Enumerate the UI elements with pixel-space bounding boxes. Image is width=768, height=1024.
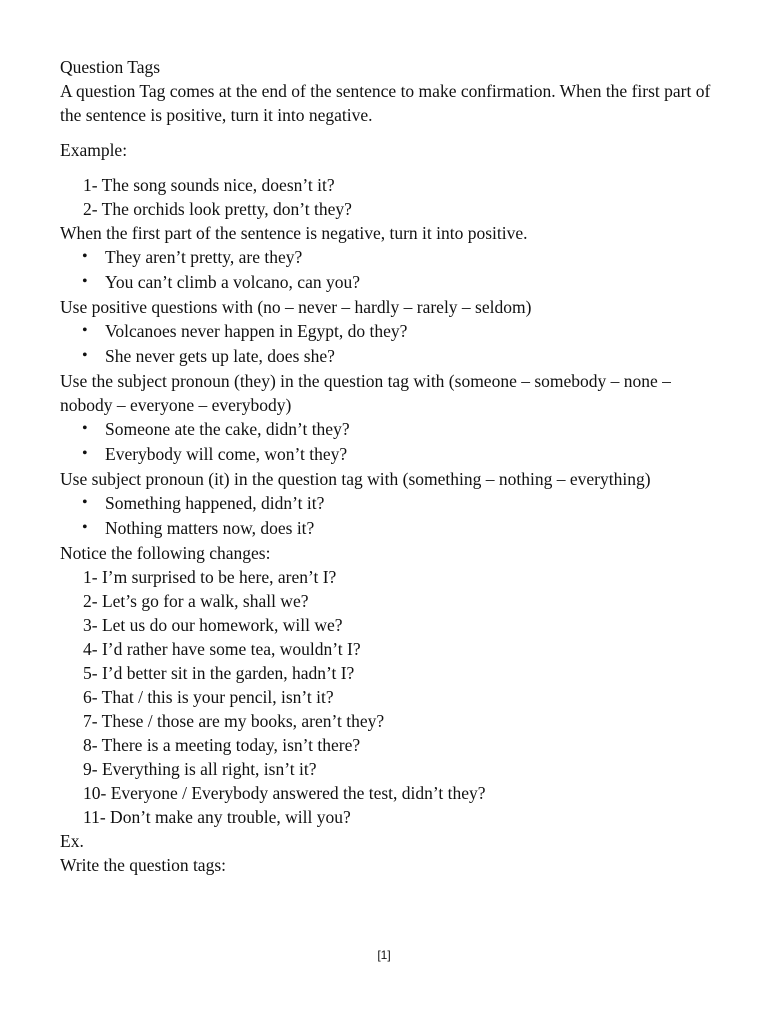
bullet-icon: •	[82, 494, 88, 511]
bullet-icon: •	[82, 445, 88, 462]
document-title: Question Tags	[60, 57, 161, 77]
bullet-icon: •	[82, 322, 88, 339]
change-item: 8- There is a meeting today, isn’t there?	[83, 735, 361, 755]
exercise-instruction: Write the question tags:	[60, 855, 226, 875]
it-examples-list	[60, 491, 720, 540]
example-item: 1- The song sounds nice, doesn’t it?	[83, 175, 335, 195]
list-item: • Something happened, didn’t it?	[82, 493, 325, 513]
bullet-icon: •	[82, 519, 88, 536]
bullet-icon: •	[82, 273, 88, 290]
change-item: 5- I’d better sit in the garden, hadn’t I?	[83, 663, 355, 683]
change-item: 6- That / this is your pencil, isn’t it?	[83, 687, 334, 707]
page-number: [1]	[377, 948, 391, 962]
positive-question-examples-list	[60, 319, 720, 368]
changes-label: Notice the following changes:	[60, 543, 271, 563]
change-item: 4- I’d rather have some tea, wouldn’t I?	[83, 639, 361, 659]
negative-examples-list	[60, 245, 720, 294]
exercise-label: Ex.	[60, 831, 84, 851]
example-item: 2- The orchids look pretty, don’t they?	[83, 199, 352, 219]
list-item: • Nothing matters now, does it?	[82, 518, 315, 538]
changes-list	[60, 565, 720, 829]
bullet-icon: •	[82, 420, 88, 437]
change-item: 3- Let us do our homework, will we?	[83, 615, 343, 635]
change-item: 9- Everything is all right, isn’t it?	[83, 759, 317, 779]
they-examples-list	[60, 417, 720, 466]
list-item: • Volcanoes never happen in Egypt, do they?	[82, 321, 408, 341]
list-item: • Someone ate the cake, didn’t they?	[82, 419, 350, 439]
list-item: • Everybody will come, won’t they?	[82, 444, 348, 464]
bullet-icon: •	[82, 347, 88, 364]
rule-it: Use subject pronoun (it) in the question tag with (something – nothing – everything)	[60, 469, 651, 489]
change-item: 2- Let’s go for a walk, shall we?	[83, 591, 309, 611]
example-list	[60, 173, 720, 221]
change-item: 1- I’m surprised to be here, aren’t I?	[83, 567, 337, 587]
list-item: • You can’t climb a volcano, can you?	[82, 272, 360, 292]
bullet-icon: •	[82, 248, 88, 265]
example-label: Example:	[60, 140, 128, 160]
rule-they: Use the subject pronoun (they) in the question tag with (someone – somebody – none – nobody – everyone – everybody)	[60, 371, 671, 415]
intro-paragraph: A question Tag comes at the end of the sentence to make confirmation. When the first part of the sentence is positive, turn it into negative.	[60, 81, 711, 125]
document-page	[60, 55, 720, 877]
rule-positive-questions: Use positive questions with (no – never – hardly – rarely – seldom)	[60, 297, 532, 317]
list-item: • She never gets up late, does she?	[82, 346, 335, 366]
change-item: 10- Everyone / Everybody answered the test, didn’t they?	[83, 783, 486, 803]
change-item: 7- These / those are my books, aren’t they?	[83, 711, 385, 731]
list-item: • They aren’t pretty, are they?	[82, 247, 303, 267]
rule-negative: When the first part of the sentence is negative, turn it into positive.	[60, 223, 528, 243]
change-item: 11- Don’t make any trouble, will you?	[83, 807, 351, 827]
